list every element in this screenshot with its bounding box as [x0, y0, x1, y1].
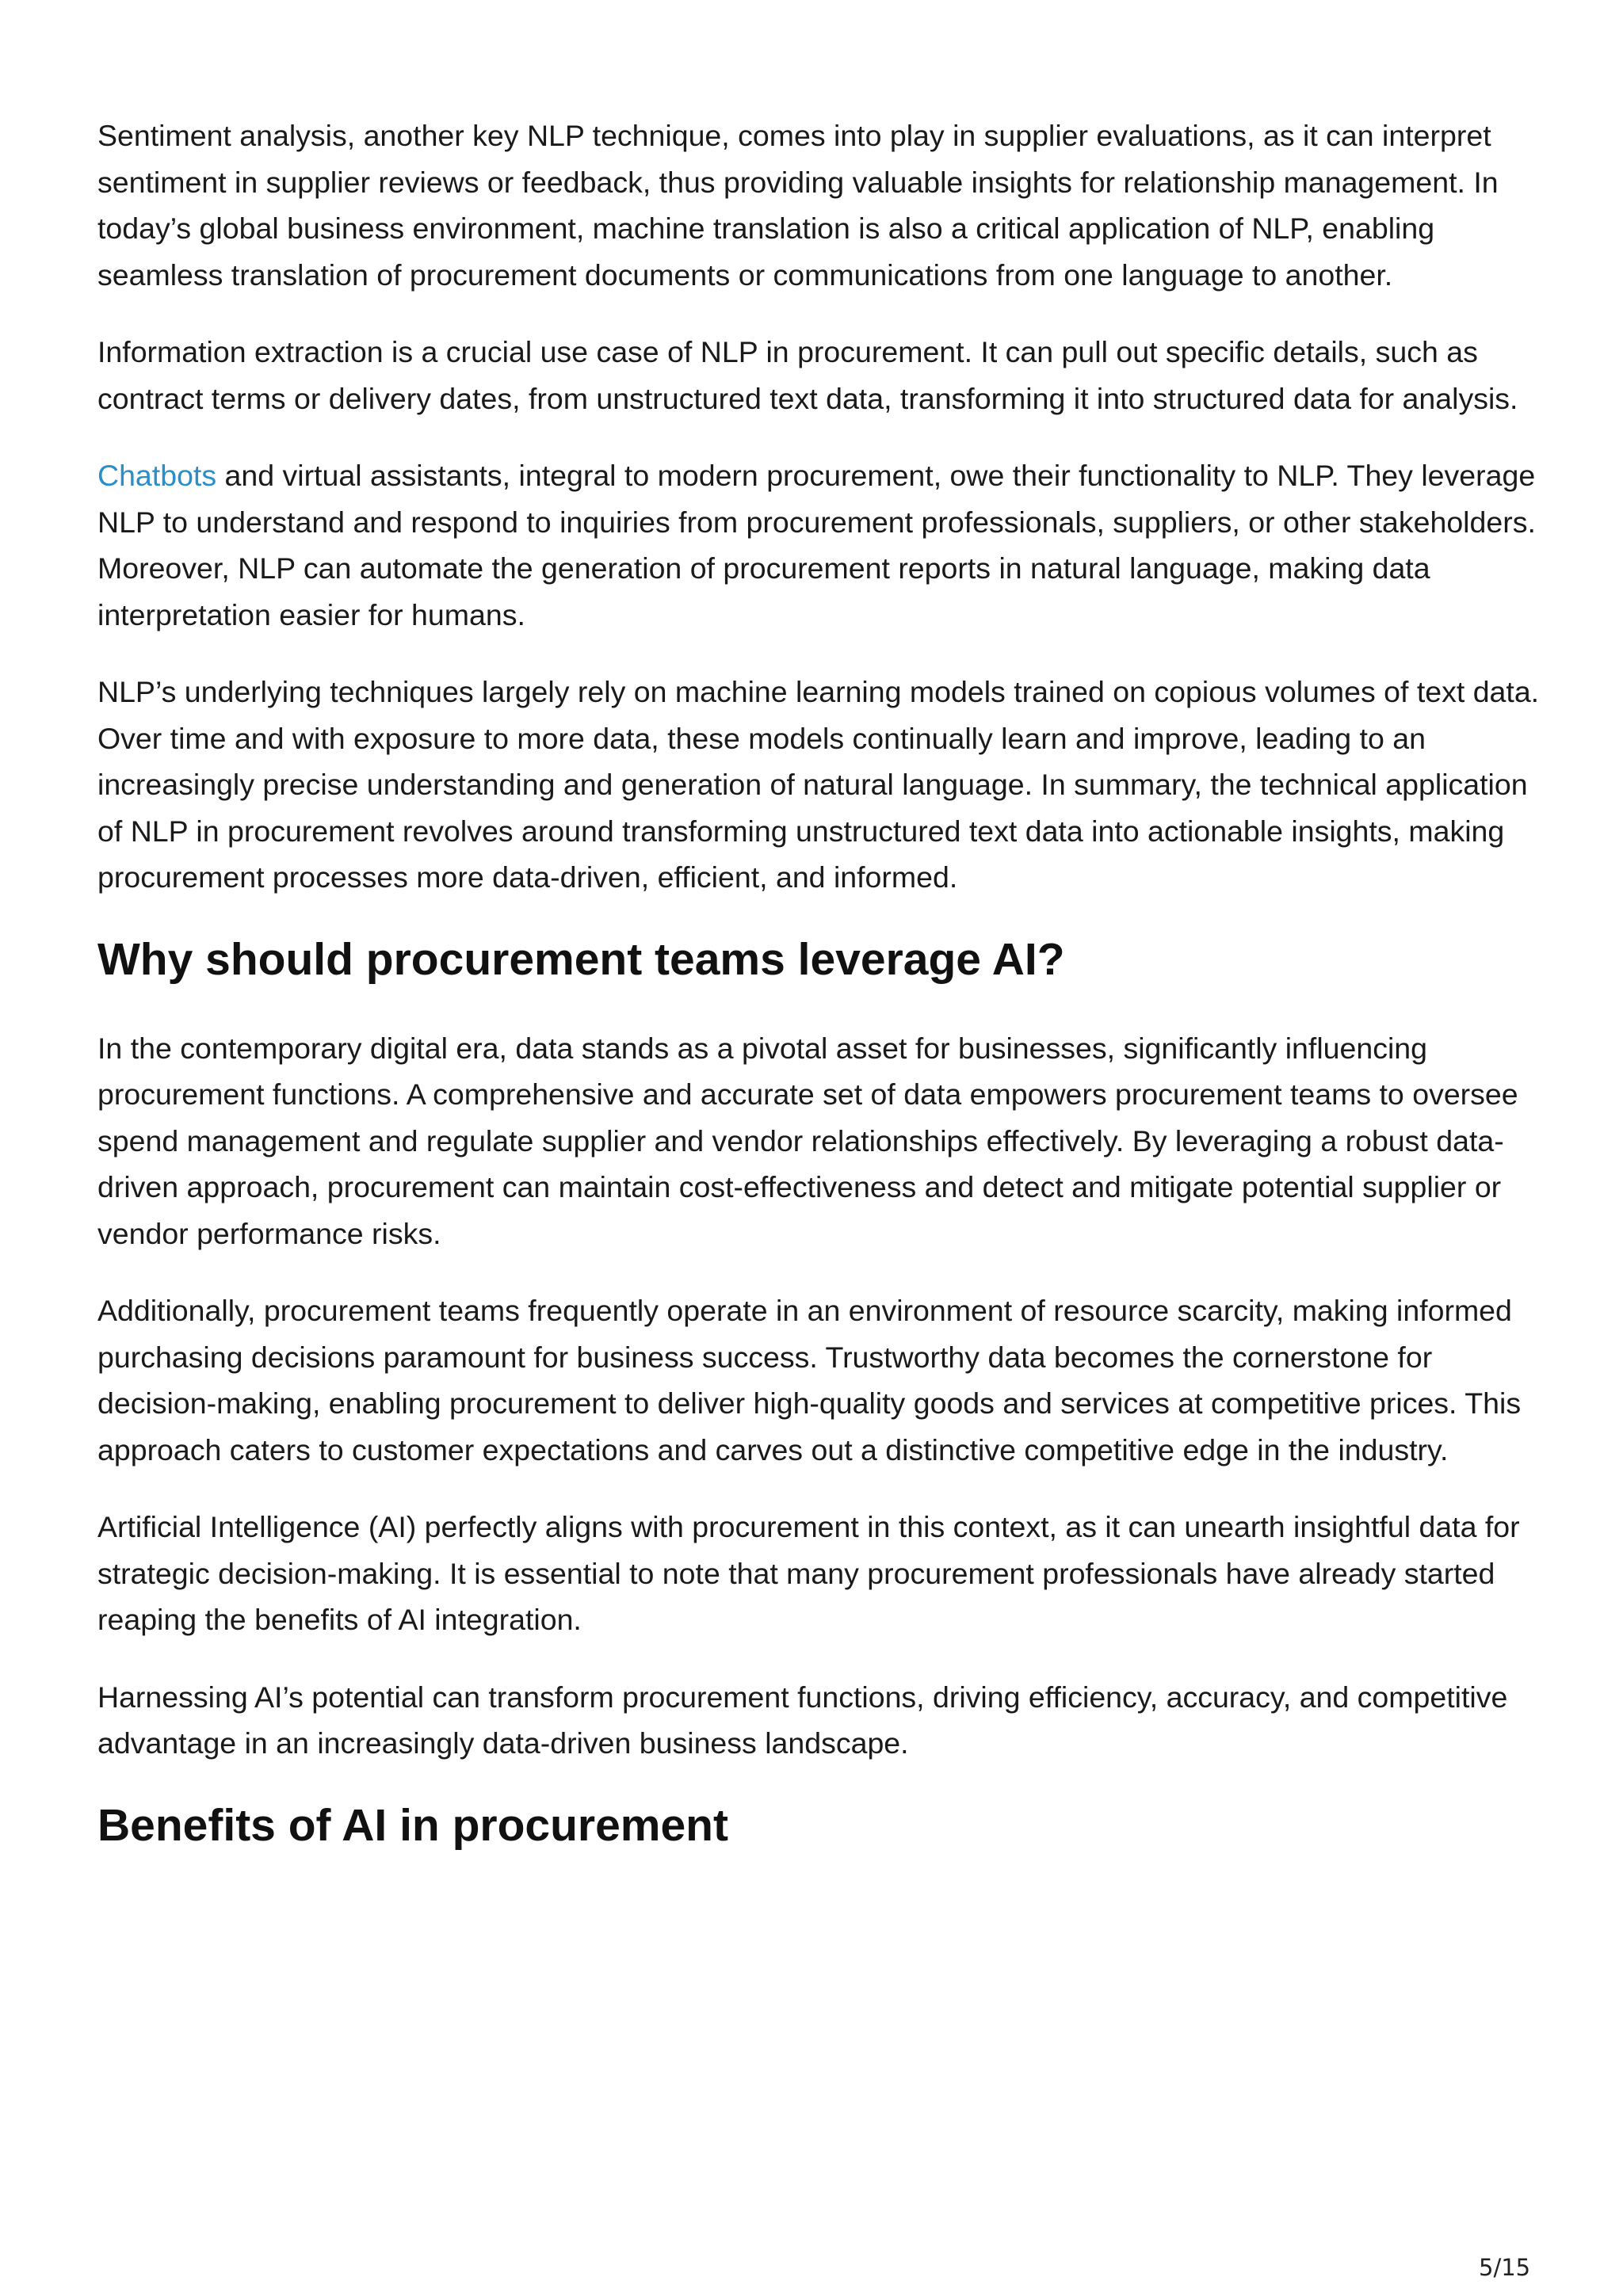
paragraph-information-extraction: Information extraction is a crucial use case of NLP in procurement. It can pull out specific details, such as contract terms or delivery dates, from unstructured text data, transforming it into structured data for analysis. — [97, 335, 1518, 415]
paragraph-chatbots-text: and virtual assistants, integral to modern procurement, owe their functionality to NLP. They leverage NLP to understand and respond to inquiries from procurement professionals, suppliers, or other stakeholders. Moreover, NLP can automate the generation of procurement reports in natural language, making data interpretation easier for humans. — [97, 459, 1536, 631]
page-number: 5/15 — [1479, 2254, 1531, 2281]
paragraph-harnessing-ai: Harnessing AI’s potential can transform procurement functions, driving efficiency, accuracy, and competitive advantage in an increasingly data-driven business landscape. — [97, 1680, 1508, 1760]
chatbots-link[interactable]: Chatbots — [97, 459, 217, 492]
paragraph-chatbots — [97, 452, 1540, 638]
heading-benefits-of-ai: Benefits of AI in procurement — [97, 1799, 728, 1851]
paragraph-ai-aligns: Artificial Intelligence (AI) perfectly aligns with procurement in this context, as it can unearth insightful data for strategic decision-making. It is essential to note that many procurement professionals have already started reaping the benefits of AI integration. — [97, 1510, 1520, 1636]
paragraph-nlp-techniques: NLP’s underlying techniques largely rely on machine learning models trained on copious volumes of text data. Over time and with exposure to more data, these models continually learn and improve, leading to an increasingly precise understanding and generation of natural language. In summary, the technical application of NLP in procurement revolves around transforming unstructured text data into actionable insights, making procurement processes more data-driven, efficient, and informed. — [97, 675, 1540, 894]
heading-why-leverage-ai: Why should procurement teams leverage AI? — [97, 933, 1065, 985]
document-page — [97, 113, 1540, 1891]
paragraph-sentiment-analysis: Sentiment analysis, another key NLP technique, comes into play in supplier evaluations, as it can interpret sentiment in supplier reviews or feedback, thus providing valuable insights for relationship management. In today’s global business environment, machine translation is also a critical application of NLP, enabling seamless translation of procurement documents or communications from one language to another. — [97, 119, 1499, 292]
paragraph-digital-era: In the contemporary digital era, data stands as a pivotal asset for businesses, significantly influencing procurement functions. A comprehensive and accurate set of data empowers procurement teams to oversee spend management and regulate supplier and vendor relationships effectively. By leveraging a robust data-driven approach, procurement can maintain cost-effectiveness and detect and mitigate potential supplier or vendor performance risks. — [97, 1031, 1518, 1250]
paragraph-resource-scarcity: Additionally, procurement teams frequently operate in an environment of resource scarcity, making informed purchasing decisions paramount for business success. Trustworthy data becomes the cornerstone for decision-making, enabling procurement to deliver high-quality goods and services at competitive prices. This approach caters to customer expectations and carves out a distinctive competitive edge in the industry. — [97, 1294, 1522, 1466]
